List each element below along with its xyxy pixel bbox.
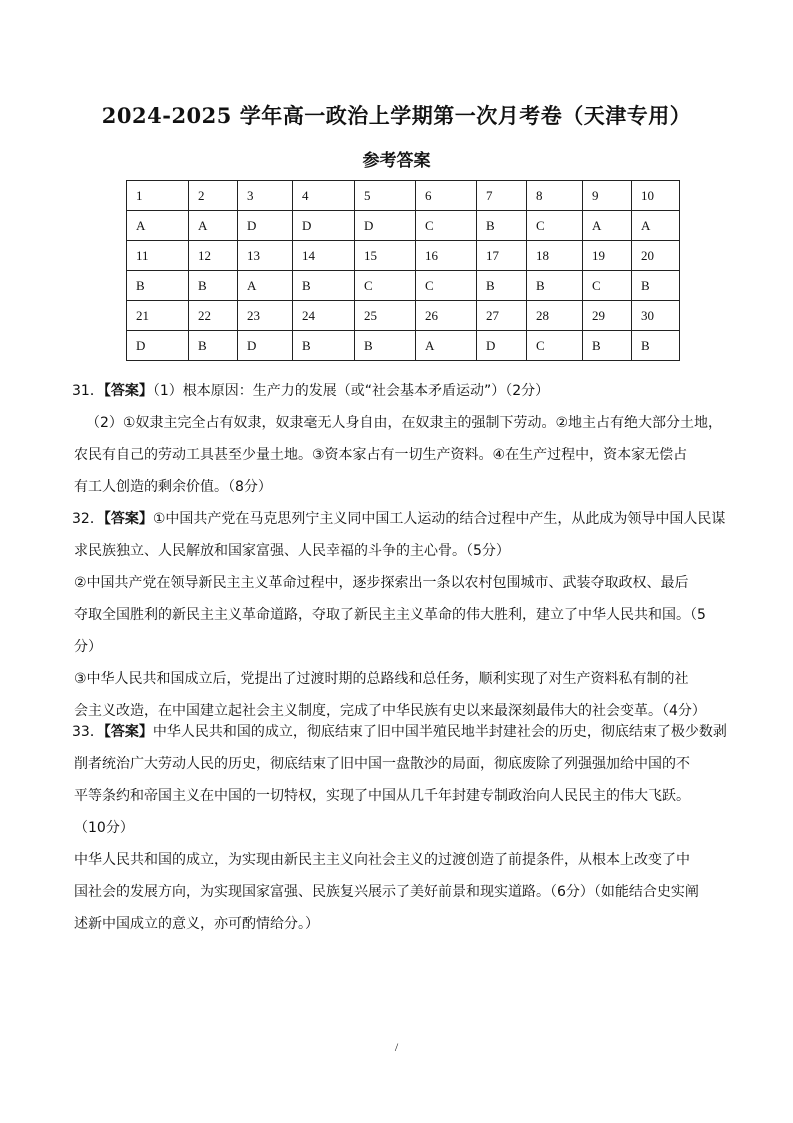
answer-32-line: 会主义改造，在中国建立起社会主义制度，完成了中华民族有史以来最深刻最伟大的社会变革。（4分） [74,703,706,719]
answer-letter-cell: B [527,271,583,301]
answer-letter-cell: B [477,211,527,241]
page-number: / [394,1040,399,1054]
question-number-cell: 25 [355,301,416,331]
answer-letter-cell: A [583,211,632,241]
answer-text: 中华人民共和国的成立，彻底结束了旧中国半殖民地半封建社会的历史，彻底结束了极少数剥 [152,724,727,740]
answer-letter-row [127,211,680,241]
answer-letter-cell: A [416,331,477,361]
answer-tag: 【答案】 [103,724,153,740]
question-number-cell: 26 [416,301,477,331]
answer-31 [74,375,734,503]
page-subtitle: 参考答案 [362,151,431,171]
answer-letter-cell: D [127,331,189,361]
answer-31-line: 农民有自己的劳动工具甚至少量土地。③资本家占有一切生产资料。④在生产过程中，资本家无偿占 [74,447,688,463]
answer-letter-cell: B [293,331,355,361]
question-number-row [127,301,680,331]
answer-32-line: 求民族独立、人民解放和国家富强、人民幸福的斗争的主心骨。（5分） [74,543,510,559]
answer-tag: 【答案】 [103,511,153,527]
answer-32-line [72,503,734,535]
answer-letter-cell: D [477,331,527,361]
answer-letter-cell: C [416,211,477,241]
answer-letter-cell: B [189,331,238,361]
answer-33-line: 平等条约和帝国主义在中国的一切特权，实现了中国从几千年封建专制政治向人民民主的伟大飞跃。 [74,788,690,804]
answer-33-line: （10分） [74,820,134,836]
answer-33-line [72,716,734,748]
answer-letter-cell: B [293,271,355,301]
answer-letter-cell: C [527,211,583,241]
answer-letter-cell: D [293,211,355,241]
answer-table [126,180,680,361]
answer-33-line: 述新中国成立的意义，亦可酌情给分。） [74,916,319,932]
answer-tag: 【答案】 [103,383,153,399]
question-number-row [127,181,680,211]
question-number-cell: 8 [527,181,583,211]
answer-letter-cell: A [189,211,238,241]
answer-32-line: 夺取全国胜利的新民主主义革命道路，夺取了新民主主义革命的伟大胜利，建立了中华人民共和国。（5 [74,607,706,623]
question-number-cell: 30 [632,301,680,331]
answer-32-line: ②中国共产党在领导新民主主义革命过程中，逐步探索出一条以农村包围城市、武装夺取政权、最后 [74,575,689,591]
answer-31-line [72,375,734,407]
question-number-cell: 13 [238,241,293,271]
question-number-cell: 11 [127,241,189,271]
page-title: 2024-2025 学年高一政治上学期第一次月考卷（天津专用） [101,103,692,128]
answer-letter-cell: B [189,271,238,301]
answer-letter-cell: A [238,271,293,301]
question-number-cell: 4 [293,181,355,211]
question-number: 32． [72,511,104,527]
answer-letter-cell: C [355,271,416,301]
answer-letter-cell: D [355,211,416,241]
answer-letter-cell: B [583,331,632,361]
question-number-cell: 1 [127,181,189,211]
question-number-cell: 14 [293,241,355,271]
question-number-cell: 28 [527,301,583,331]
question-number-cell: 2 [189,181,238,211]
question-number-cell: 22 [189,301,238,331]
answer-letter-cell: D [238,211,293,241]
question-number-cell: 7 [477,181,527,211]
question-number-cell: 5 [355,181,416,211]
question-number-cell: 17 [477,241,527,271]
answer-33-line: 国社会的发展方向，为实现国家富强、民族复兴展示了美好前景和现实道路。（6分）（如能结合史实阐 [74,884,699,900]
question-number-cell: 10 [632,181,680,211]
question-number-cell: 18 [527,241,583,271]
question-number-cell: 12 [189,241,238,271]
question-number-cell: 3 [238,181,293,211]
question-number: 31． [72,383,104,399]
answer-letter-cell: C [416,271,477,301]
answer-31-line: 有工人创造的剩余价值。（8分） [74,479,272,495]
question-number: 33． [72,724,104,740]
answer-letter-row [127,331,680,361]
answer-text: ①中国共产党在马克思列宁主义同中国工人运动的结合过程中产生，从此成为领导中国人民谋 [152,511,726,527]
answer-33-line: 削者统治广大劳动人民的历史，彻底结束了旧中国一盘散沙的局面，彻底废除了列强强加给中国的不 [74,756,690,772]
answer-33-line: 中华人民共和国的成立，为实现由新民主主义向社会主义的过渡创造了前提条件，从根本上改变了中 [74,852,690,868]
answer-letter-cell: B [632,271,680,301]
answer-31-line: （2）①奴隶主完全占有奴隶，奴隶毫无人身自由，在奴隶主的强制下劳动。②地主占有绝大部分土地， [86,415,723,431]
answer-letter-cell: B [355,331,416,361]
question-number-cell: 24 [293,301,355,331]
question-number-cell: 9 [583,181,632,211]
question-number-cell: 21 [127,301,189,331]
question-number-cell: 19 [583,241,632,271]
answer-letter-cell: B [127,271,189,301]
answer-text: （1）根本原因：生产力的发展（或“社会基本矛盾运动”）（2分） [152,383,550,399]
answer-letter-cell: D [238,331,293,361]
question-number-cell: 29 [583,301,632,331]
question-number-cell: 16 [416,241,477,271]
answer-32 [74,503,734,727]
answer-letter-cell: B [477,271,527,301]
question-number-cell: 20 [632,241,680,271]
question-number-row [127,241,680,271]
answer-33 [74,716,734,940]
question-number-cell: 6 [416,181,477,211]
answer-letter-row [127,271,680,301]
answer-letter-cell: C [527,331,583,361]
question-number-cell: 15 [355,241,416,271]
answer-letter-cell: A [127,211,189,241]
answer-32-line: ③中华人民共和国成立后，党提出了过渡时期的总路线和总任务，顺利实现了对生产资料私有制的社 [74,671,689,687]
question-number-cell: 27 [477,301,527,331]
answer-letter-cell: A [632,211,680,241]
answer-32-line: 分） [74,639,102,655]
answer-letter-cell: B [632,331,680,361]
question-number-cell: 23 [238,301,293,331]
answer-letter-cell: C [583,271,632,301]
